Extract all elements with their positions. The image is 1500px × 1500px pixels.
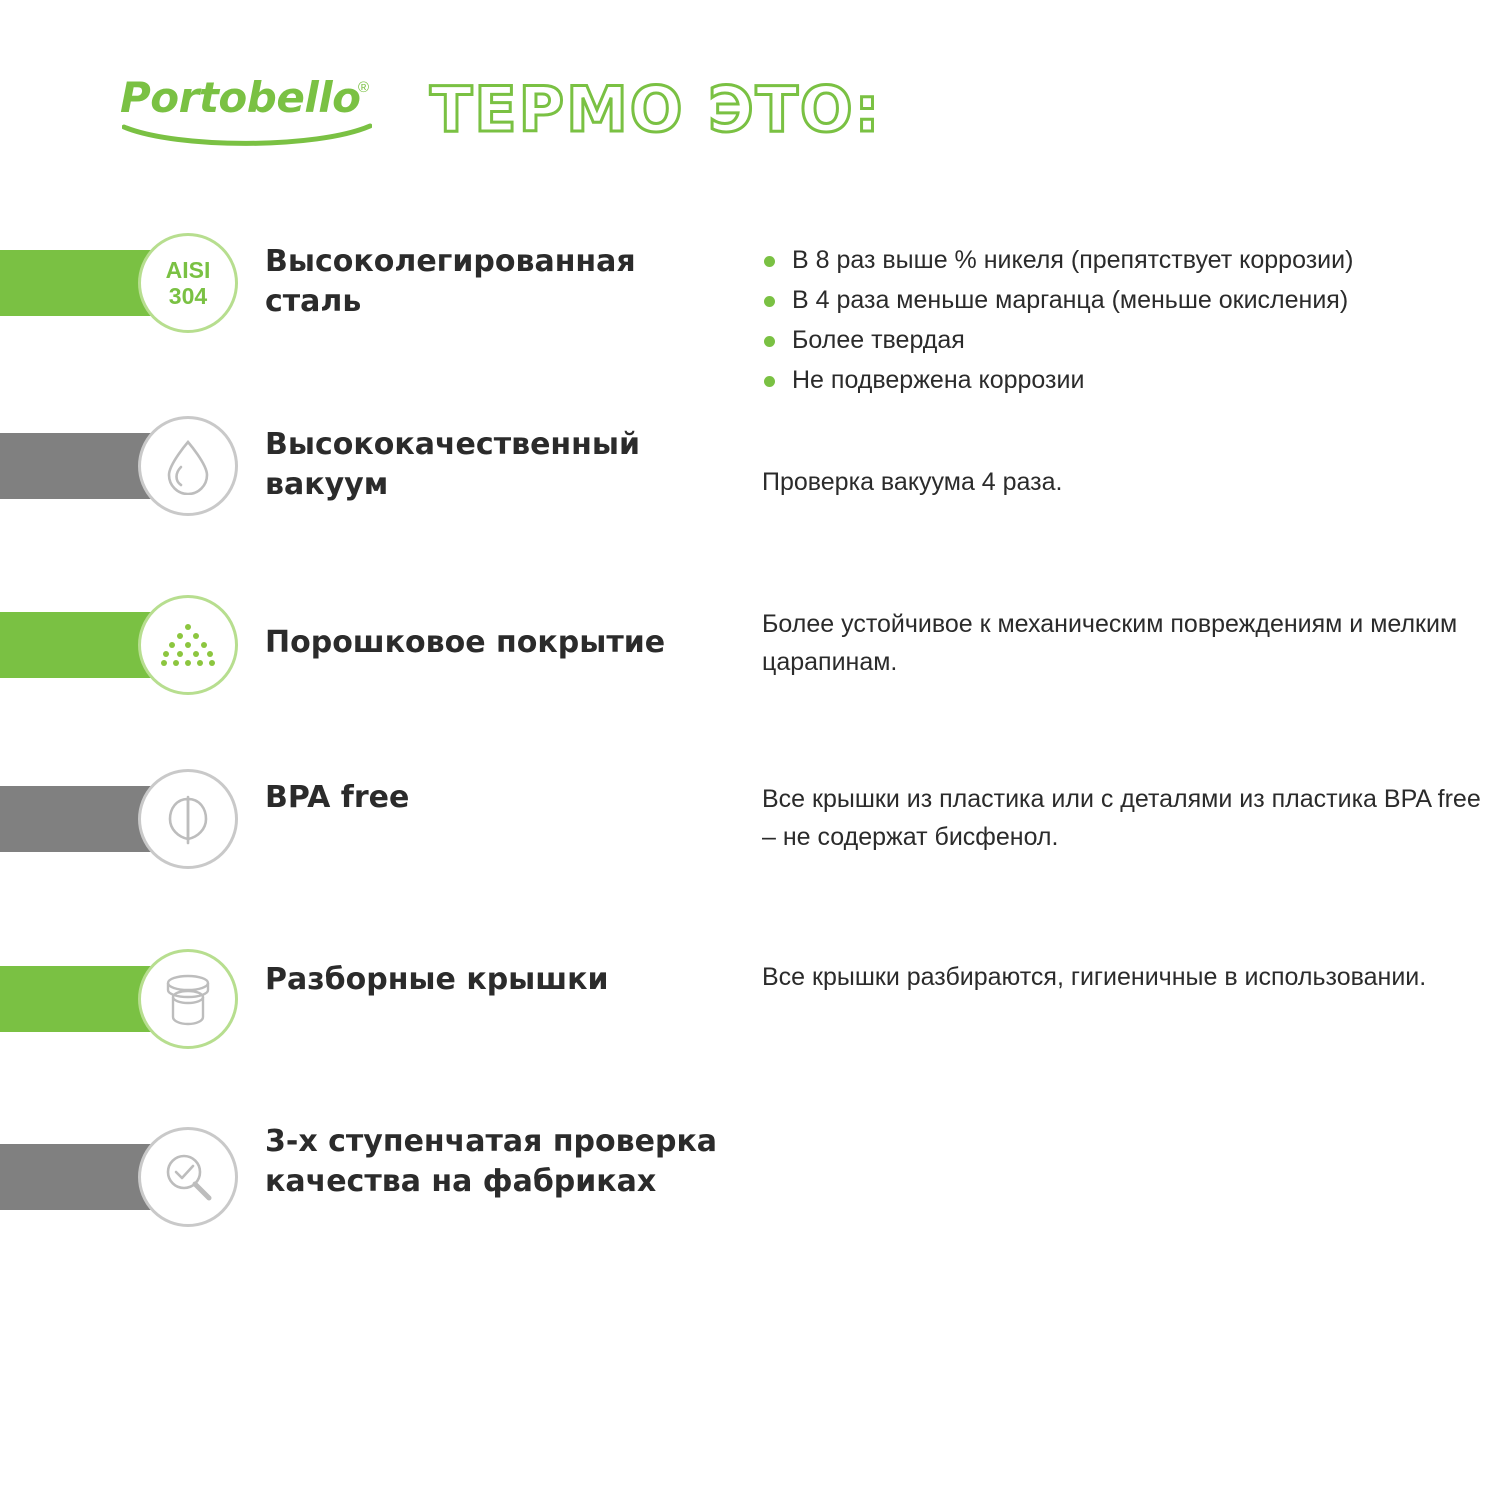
row-title: Высоколегированная сталь [265,244,636,319]
lid-icon [138,949,238,1049]
aisi-label: AISI [165,257,211,283]
brand-logo [120,67,390,157]
list-item: В 4 раза меньше марганца (меньше окисления) [762,280,1500,320]
brand-logo-text: Portobello [120,73,361,122]
row-title: Порошковое покрытие [265,625,666,660]
feature-row-vacuum [0,415,1500,590]
row-bullets [762,240,1500,400]
row-description: Все крышки из пластика или с деталями из пластика BPA free – не содержат бисфенол. [762,785,1481,851]
list-item: Более твердая [762,320,1500,360]
magnifier-check-icon [138,1127,238,1227]
feature-row-quality-check [0,1126,1500,1296]
page-header [0,55,1500,165]
leaf-icon [138,769,238,869]
logo-swoosh-icon [122,123,372,149]
aisi-304-badge-icon [138,233,238,333]
page-title: ТЕРМО ЭТО: [430,73,882,146]
row-title: BPA free [265,780,410,815]
water-drop-icon [138,416,238,516]
registered-mark-icon: ® [358,79,370,96]
row-description: Более устойчивое к механическим повреждениям и мелким царапинам. [762,610,1458,676]
row-title: Высококачественный вакуум [265,427,641,502]
row-description: Все крышки разбираются, гигиеничные в использовании. [762,963,1427,991]
feature-row-detachable-lids [0,946,1500,1126]
row-title: 3-х ступенчатая проверка качества на фабриках [265,1124,718,1199]
list-item: В 8 раз выше % никеля (препятствует коррозии) [762,240,1500,280]
row-title: Разборные крышки [265,962,609,997]
list-item: Не подвержена коррозии [762,360,1500,400]
feature-row-bpa-free [0,768,1500,946]
feature-list [0,230,1500,1296]
row-description: Проверка вакуума 4 раза. [762,468,1063,496]
feature-row-steel [0,230,1500,415]
aisi-grade: 304 [168,283,208,309]
powder-dots-icon [138,595,238,695]
feature-row-powder-coating [0,590,1500,768]
